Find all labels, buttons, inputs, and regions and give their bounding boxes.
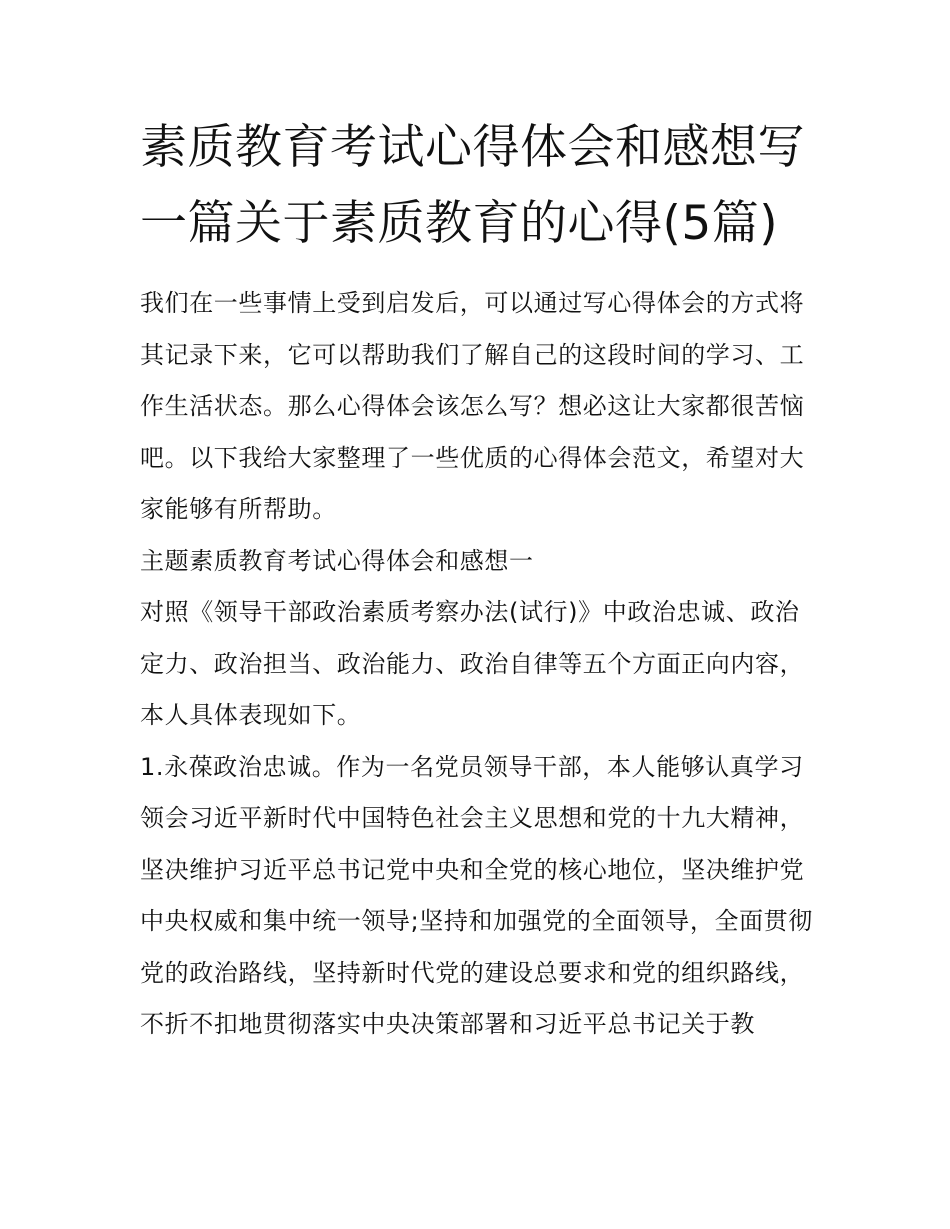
intro-paragraph: 我们在一些事情上受到启发后，可以通过写心得体会的方式将其记录下来，它可以帮助我们了解自己的这段时间的学习、工作生活状态。那么心得体会该怎么写？想必这让大家都很苦恼吧。以下我给大家整理了一些优质的心得体会范文，希望对大家能够有所帮助。 xyxy=(140,289,805,523)
document-title: 素质教育考试心得体会和感想写一篇关于素质教育的心得(5篇) xyxy=(140,120,805,251)
document-content xyxy=(140,110,814,1051)
section-heading: 主题素质教育考试心得体会和感想一 xyxy=(140,546,534,575)
body-paragraph: 1.永葆政治忠诚。作为一名党员领导干部，本人能够认真学习领会习近平新时代中国特色社会主义思想和党的十九大精神，坚决维护习近平总书记党中央和全党的核心地位，坚决维护党中央权威和集中统一领导;坚持和加强党的全面领导，全面贯彻党的政治路线，坚持新时代党的建设总要求和党的组织路线，不折不扣地贯彻落实中央决策部署和习近平总书记关于教 xyxy=(140,752,813,1038)
body-paragraph: 对照《领导干部政治素质考察办法(试行)》中政治忠诚、政治定力、政治担当、政治能力、政治自律等五个方面正向内容，本人具体表现如下。 xyxy=(140,598,805,729)
